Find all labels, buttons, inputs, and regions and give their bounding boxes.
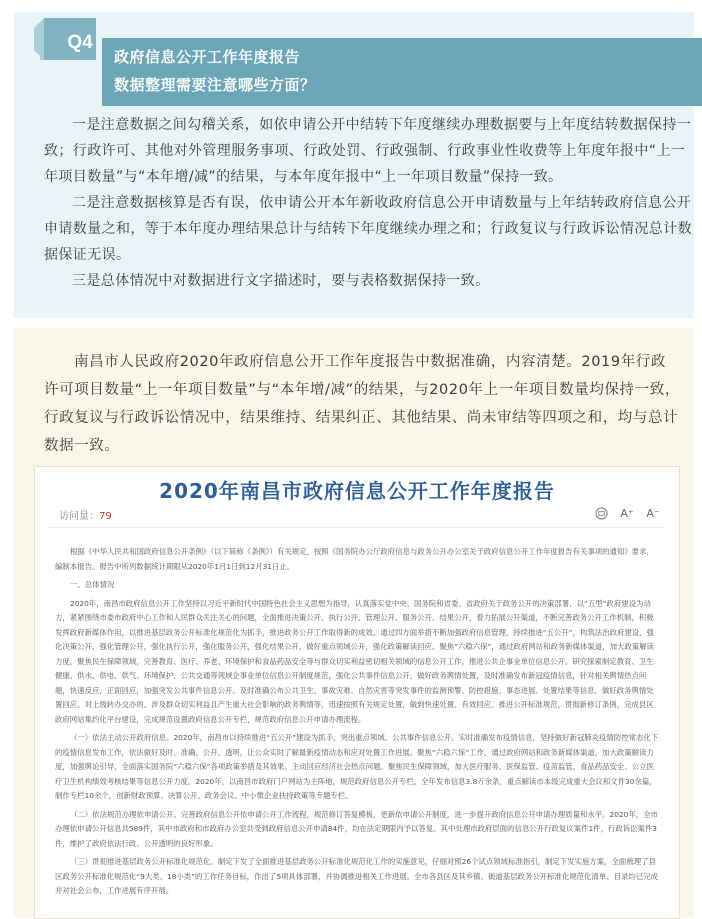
report-toolbar bbox=[593, 505, 661, 521]
question-body bbox=[44, 112, 694, 294]
question-number: Q4 bbox=[67, 32, 93, 53]
font-larger-button[interactable]: A⁺ bbox=[620, 506, 634, 520]
question-paragraph-2: 二是注意数据核算是否有误，依申请公开本年新收政府信息公开申请数量与上年结转政府信息公开申请数量之和，等于本年度办理结果总计与结转下年度继续办理之和；行政复议与行政诉讼情况总计数据保证无误。 bbox=[44, 195, 692, 263]
report-paragraph-1: 根据《中华人民共和国政府信息公开条例》（以下简称《条例》）有关规定，按照《国务院办公厅政府信息与政务公开办公室关于政府信息公开工作年度报告有关事项的通知》要求，编制本报告。报告中所列数据统计期限从2020年1月1日到12月31日止。 bbox=[55, 547, 654, 571]
report-paragraph-6: （三）贯彻推进基层政务公开标准化规范化。制定下发了全面推进基层政务公开标准化规范化工作的实施意见，仔细对照26个试点领域标准指引，制定下发实施方案，全面梳理了县区政务公开标准化规范化“9大类、18小类”的工作任务目标，作出了5项具体部署，并协调推进相关工作进展。全市各县区及其乡镇、街道基层政务公开标准化规范化清单、目录均已完成并对社会公布，工作进展有序开展。 bbox=[55, 857, 658, 895]
report-paragraph-3: 2020年，南昌市政府信息公开工作坚持以习近平新时代中国特色社会主义思想为指导，认真落实党中央、国务院和省委、省政府关于政务公开的决策部署，以“五型”政府建设为动力，紧紧围绕市委市政府中心工作和人民群众关注关心的问题，全面推进决策公开、执行公开、管理公开、服务公开、结果公开，着力拓展公开渠道，不断完善政务公开工作机制，积极发挥政府新媒体作用，以推进基层政务公开标准化规范化为抓手，推进政务公开工作取得新的成效。通过四方面举措不断加强政府信息管理，持续推进“五公开”，构筑法治政府建设，强化决策公开，强化管理公开，强化执行公开，强化服务公开，强化结果公开，做好重点领域公开，强化政策解读回应。聚焦“六稳六保”，通过政府网站和政务新媒体渠道，加大政策解读力度，聚焦民生保障领域，完善教育、医疗、养老、环境保护和食品药品安全等与群众切实利益密切相关领域的信息公开工作，推进公共企事业单位信息公开。研究探索制定教育、卫生健康、供水、供电、供气、环境保护、公共交通等领域企事业单位信息公开制度规范，强化公共事件信息公开，做好政务舆情处置，及时准确发布新冠疫情信息，针对相关舆情热点问题，快速反应，正面回应，加强突发公共事件信息公开。及时准确公布公共卫生、事故灾难、自然灾害等突发事件的监测预警、防控措施、事态进展、处置结果等信息，做好政务舆情处置回应。对上级转办交办的、涉及群众切实利益且产生重大社会影响的政务舆情等，迅速按照有关规定处置，做到快速处置、有效回应。推进公开标准规范，贯彻新修订条例，完成县区政府网站集约化平台建设，完成规范设置政府信息公开专栏，规范政府信息公开申请办理流程。 bbox=[55, 598, 654, 724]
question-title-line1: 政府信息公开工作年度报告 bbox=[114, 48, 301, 66]
report-paragraph-5: （二）依法规范办理依申请公开。完善政府信息公开依申请公开工作流程，规范修订答复模板，更新依申请公开制度，进一步提升政府信息公开申请办理质量和水平。2020年，全市办理依申请公开信息共589件，其中市政府和市政府办公室共受到政府信息公开申请84件，均在法定期限内予以答复。其中处理市政府层面的信息公开行政复议案件1件，行政诉讼案件3件，维护了政府依法行政、公开透明的良好形象。 bbox=[55, 809, 658, 848]
question-paragraph-3: 三是总体情况中对数据进行文字描述时，要与表格数据保持一致。 bbox=[72, 273, 490, 289]
report-divider bbox=[49, 527, 663, 528]
font-smaller-button[interactable]: A⁻ bbox=[646, 506, 660, 520]
report-paragraph-2: 一、总体情况 bbox=[70, 580, 115, 589]
report-paragraph-4: （一）依法主动公开政府信息。2020年，南昌市以持续推进“五公开”建设为抓手，突出重点领域、公共事件信息公开。实时准确发布疫情信息，坚持做好新冠肺炎疫情防控常态化下的疫情信息发布工作，依法做好及时、准确、公开、透明，让公众实时了解最新疫情动态和应对处置工作进展。聚焦“六稳六保”工作，通过政府网站和政务新媒体渠道，加大政策解读力度，加强舆论引导，全面落实国务院“六稳六保”各项政策举措及其效果。主动回应经济社会热点问题。聚焦民生保障领域，加大医疗服务、医保监管、疫苗监管、食品药品安全、公立医疗卫生机构绩效考核结果等信息公开力度。2020年，以南昌市政府门户网站为主阵地，规范政府信息公开专栏，全年发布信息3.8万余条，重点解读市本级完成重大会议和文件30余篇，制作专栏10余个，创新财政预算、决算公开、政务会议、中小微企业扶持政策等专题专栏。 bbox=[55, 733, 659, 800]
question-title-line2: 数据整理需要注意哪些方面？ bbox=[114, 76, 316, 94]
report-views-label: 访问量： bbox=[59, 511, 99, 522]
report-content bbox=[55, 545, 661, 903]
answer-paragraph: 南昌市人民政府2020年政府信息公开工作年度报告中数据准确，内容清楚。2019年行政许可项目数量“上一年项目数量”与“本年增/减”的结果，与2020年上一年项目数量均保持一致，行政复议与行政诉讼情况中，结果维持、结果纠正、其他结果、尚未审结等四项之和，均与总计数据一致。 bbox=[44, 354, 680, 454]
question-paragraph-1: 一是注意数据之间勾稽关系，如依申请公开中结转下年度继续办理数据要与上年度结转数据保持一致；行政许可、其他对外管理服务事项、行政处罚、行政强制、行政事业性收费等上年度年报中“上一年项目数量”与“本年增/减”的结果，与本年度年报中“上一年项目数量”保持一致。 bbox=[44, 117, 692, 185]
report-screenshot bbox=[34, 466, 680, 919]
question-title-banner bbox=[102, 38, 702, 106]
report-views-value: 79 bbox=[99, 511, 112, 522]
report-title: 2020年南昌市政府信息公开工作年度报告 bbox=[159, 479, 555, 503]
answer-body bbox=[44, 348, 680, 460]
question-card bbox=[14, 12, 694, 318]
question-badge bbox=[34, 18, 96, 60]
print-icon[interactable] bbox=[593, 505, 609, 521]
report-views bbox=[59, 507, 112, 522]
